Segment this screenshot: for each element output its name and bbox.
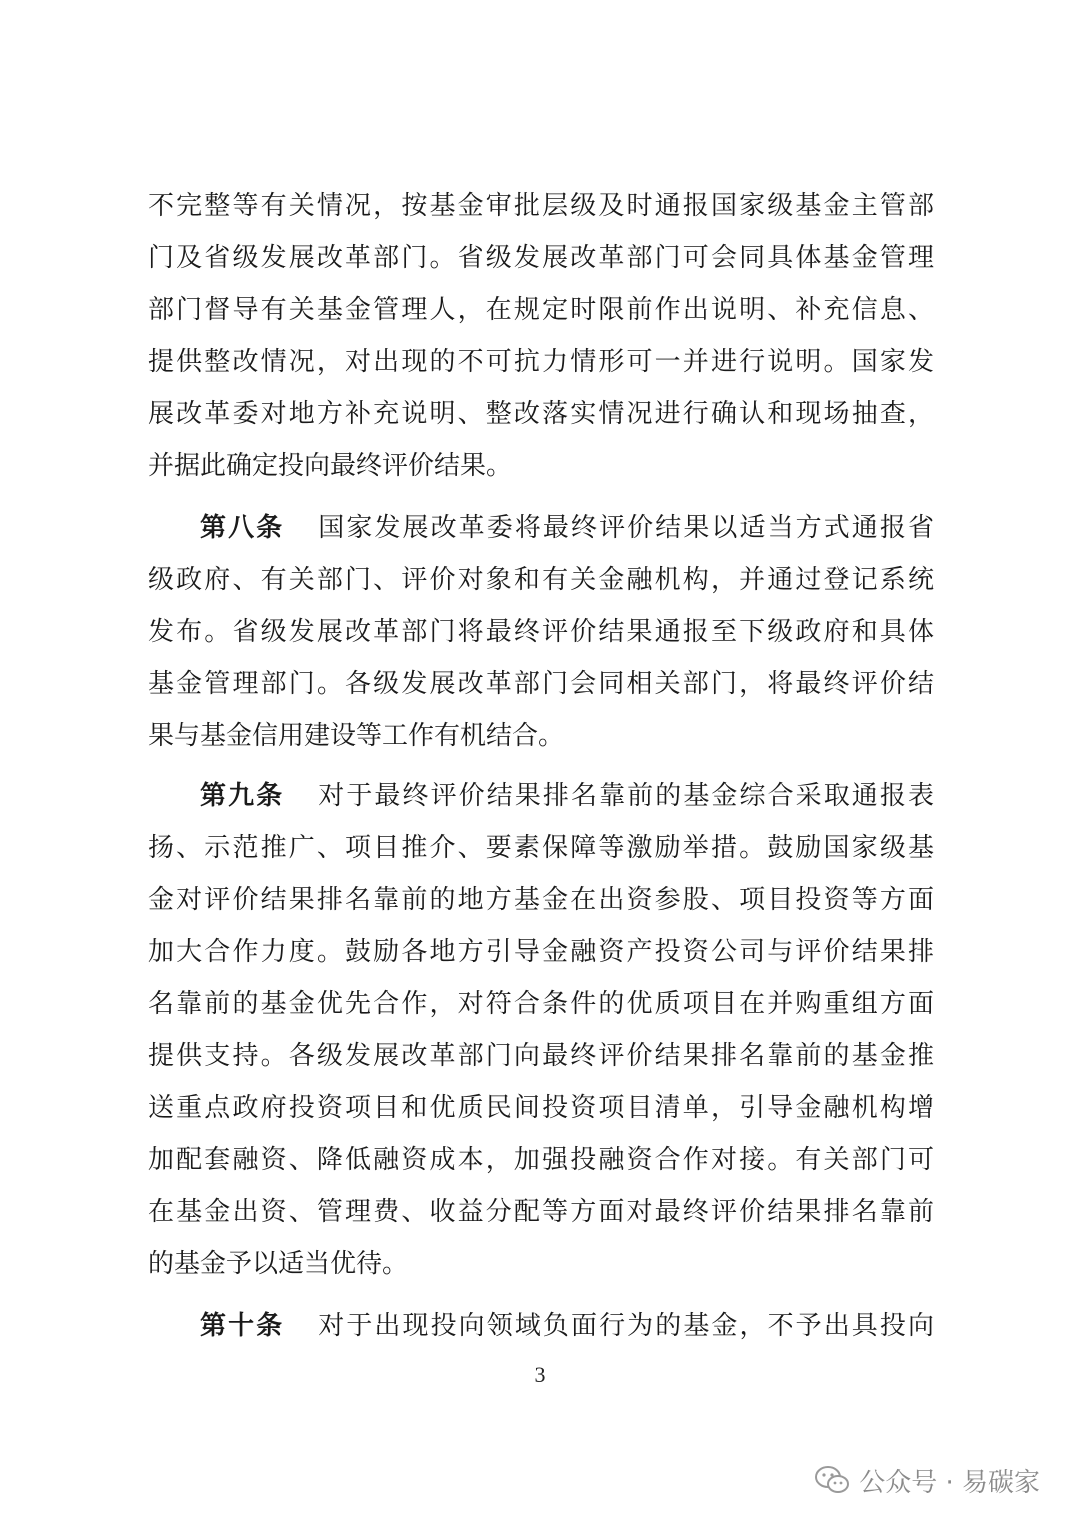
article-9-label: 第九条 <box>200 781 285 811</box>
article-9-first-line <box>200 776 934 816</box>
text-line: 名靠前的基金优先合作，对符合条件的优质项目在并购重组方面 <box>148 989 934 1019</box>
text-line: 加配套融资、降低融资成本，加强投融资合作对接。有关部门可 <box>148 1145 934 1175</box>
watermark <box>815 1460 1040 1500</box>
watermark-text: 公众号 · 易碳家 <box>859 1467 1040 1498</box>
wechat-icon <box>815 1465 849 1495</box>
article-8-label: 第八条 <box>200 513 285 543</box>
text-line: 展改革委对地方补充说明、整改落实情况进行确认和现场抽查， <box>148 399 934 429</box>
text-line: 并据此确定投向最终评价结果。 <box>148 451 513 481</box>
text-line: 提供支持。各级发展改革部门向最终评价结果排名靠前的基金推 <box>148 1041 934 1071</box>
text-line: 不完整等有关情况，按基金审批层级及时通报国家级基金主管部 <box>148 191 934 221</box>
text-line: 金对评价结果排名靠前的地方基金在出资参股、项目投资等方面 <box>148 885 934 915</box>
text-line: 扬、示范推广、项目推介、要素保障等激励举措。鼓励国家级基 <box>148 833 934 863</box>
article-9-text: 对于最终评价结果排名靠前的基金综合采取通报表 <box>318 781 934 811</box>
text-line: 提供整改情况，对出现的不可抗力情形可一并进行说明。国家发 <box>148 347 934 377</box>
article-10-label: 第十条 <box>200 1311 285 1341</box>
text-line: 基金管理部门。各级发展改革部门会同相关部门，将最终评价结 <box>148 669 934 699</box>
text-line: 送重点政府投资项目和优质民间投资项目清单，引导金融机构增 <box>148 1093 934 1123</box>
text-line: 发布。省级发展改革部门将最终评价结果通报至下级政府和具体 <box>148 617 934 647</box>
text-line: 的基金予以适当优待。 <box>148 1249 409 1279</box>
text-line: 门及省级发展改革部门。省级发展改革部门可会同具体基金管理 <box>148 243 934 273</box>
text-line: 在基金出资、管理费、收益分配等方面对最终评价结果排名靠前 <box>148 1197 934 1227</box>
article-10-first-line <box>200 1306 934 1346</box>
article-8-first-line <box>200 508 934 548</box>
article-10-text: 对于出现投向领域负面行为的基金，不予出具投向 <box>318 1311 934 1341</box>
text-line: 果与基金信用建设等工作有机结合。 <box>148 721 565 751</box>
text-line: 加大合作力度。鼓励各地方引导金融资产投资公司与评价结果排 <box>148 937 934 967</box>
text-line: 级政府、有关部门、评价对象和有关金融机构，并通过登记系统 <box>148 565 934 595</box>
article-8-text: 国家发展改革委将最终评价结果以适当方式通报省 <box>318 513 934 543</box>
text-line: 部门督导有关基金管理人，在规定时限前作出说明、补充信息、 <box>148 295 934 325</box>
page-number: 3 <box>534 1362 546 1387</box>
